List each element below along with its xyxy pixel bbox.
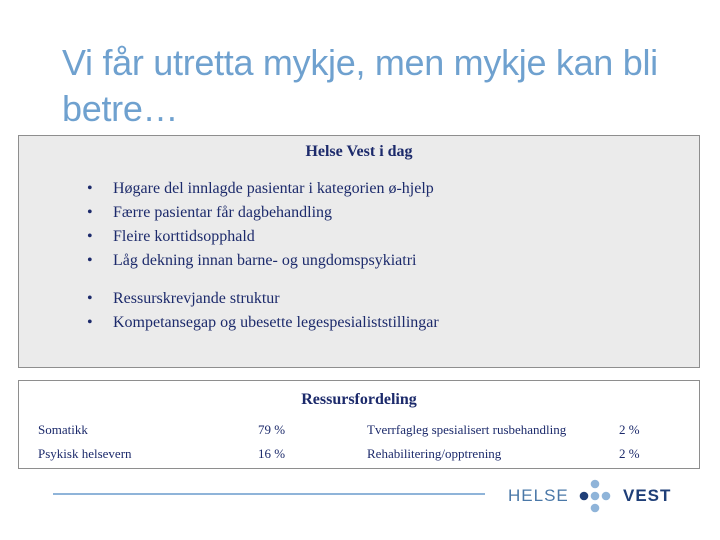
bullet-icon: •: [87, 180, 93, 197]
bullet-icon: •: [87, 314, 93, 331]
footer-divider: [53, 493, 485, 495]
resource-box-heading: Ressursfordeling: [301, 391, 417, 408]
resource-share: 2 %: [619, 446, 640, 461]
bullet-icon: •: [87, 252, 93, 269]
logo-dot: [591, 504, 600, 513]
resource-share: 16 %: [258, 446, 286, 461]
bullet-text: Færre pasientar får dagbehandling: [113, 204, 333, 221]
bullet-icon: •: [87, 228, 93, 245]
resource-label: Psykisk helsevern: [38, 446, 132, 461]
list-item: [87, 249, 434, 273]
status-bullet-list-a: [87, 177, 434, 273]
list-item: [87, 311, 439, 335]
bullet-text: Ressurskrevjande struktur: [113, 290, 280, 307]
logo-dot: [580, 492, 589, 501]
table-row: [19, 445, 699, 463]
bullet-icon: •: [87, 204, 93, 221]
list-item: [87, 177, 434, 201]
dots-cross-icon: [574, 475, 624, 520]
resource-label: Rehabilitering/opptrening: [367, 446, 502, 461]
logo-word-vest: VEST: [623, 486, 672, 505]
resource-label: Somatikk: [38, 422, 88, 437]
logo-dot: [591, 480, 600, 489]
logo-word-helse: HELSE: [508, 486, 569, 505]
list-item: [87, 201, 434, 225]
resource-share: 2 %: [619, 422, 640, 437]
bullet-text: Fleire korttidsopphald: [113, 228, 255, 245]
bullet-text: Kompetansegap og ubesette legespesialiststillingar: [113, 314, 439, 331]
resource-label: Tverrfagleg spesialisert rusbehandling: [367, 422, 567, 437]
logo-dot: [602, 492, 611, 501]
list-item: [87, 287, 439, 311]
table-row: [19, 421, 699, 439]
status-box-heading: Helse Vest i dag: [305, 143, 413, 160]
status-box: [18, 135, 700, 368]
bullet-text: Låg dekning innan barne- og ungdomspsykiatri: [113, 252, 417, 269]
logo-dot: [591, 492, 600, 501]
status-bullet-list-b: [87, 287, 439, 335]
bullet-icon: •: [87, 290, 93, 307]
list-item: [87, 225, 434, 249]
resource-share: 79 %: [258, 422, 286, 437]
helse-vest-logo: [508, 475, 678, 520]
resource-box: [18, 380, 700, 469]
slide-title: Vi får utretta mykje, men mykje kan bli betre…: [62, 42, 658, 129]
bullet-text: Høgare del innlagde pasientar i kategorien ø-hjelp: [113, 180, 434, 197]
